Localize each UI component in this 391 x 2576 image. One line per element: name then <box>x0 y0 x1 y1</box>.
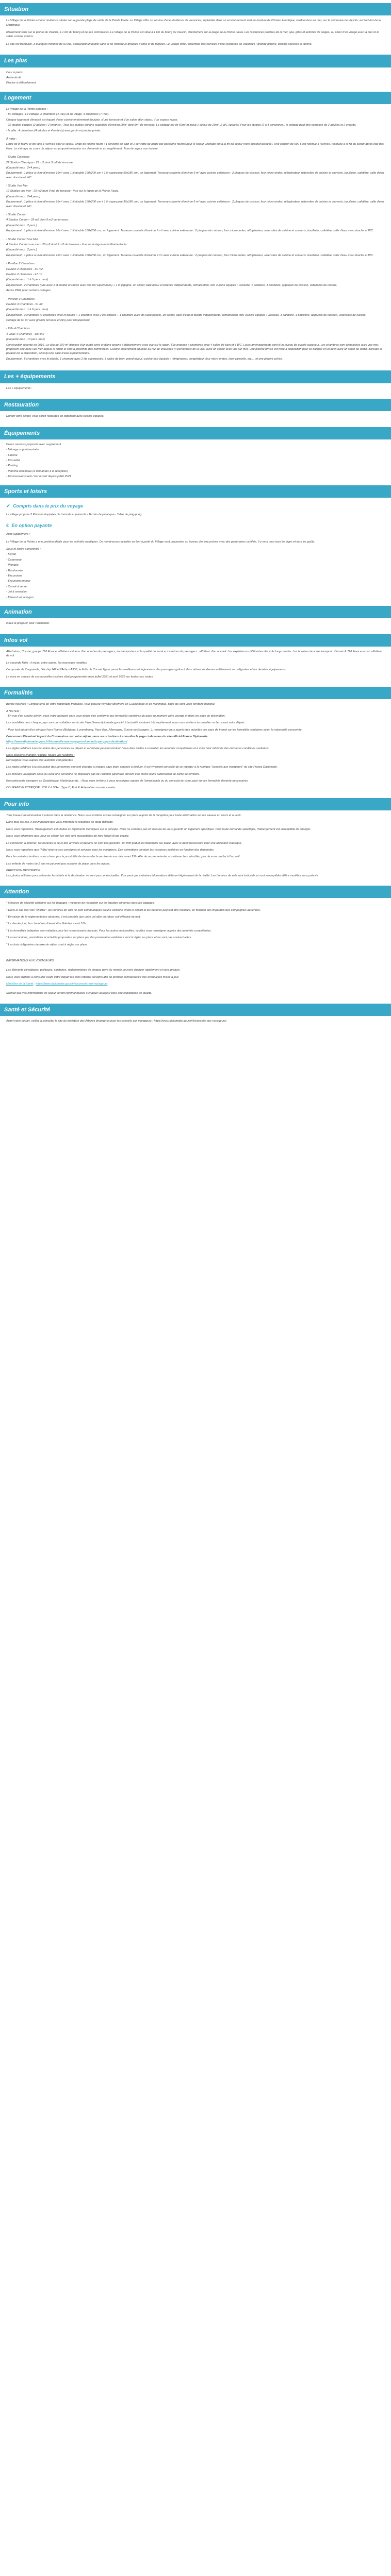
unit-line: Équipement : 2 chambres (une avec 1 lit double et l'autre avec des lits superposés) + 1 lit gigogne, un séjour salle d'eau et toilettes indépendants, climatisation, wifi, cuisine équipée : vaisselle, 1 cafetière, 1 bouilloire, appareils de cuisson, ustensiles de cuisine. <box>6 283 337 287</box>
unit-line: Équipement : 1 pièce à vivre d'environ 16m² avec 1 lit double 160x200 cm ; un logement. Terrasse couverte d'environ 9 m² avec cuisine extérieure : 2 plaques de cuisson, four micro-ondes, réfrigérateur, ustensiles de cuisine et couverts, bouilloire, cafetière, salle d'eau avec douche et WC. <box>6 253 374 257</box>
animation-text: Il faut la préparer pour l'animation. <box>6 622 50 625</box>
unit-line: (Capacité max : 2+4 pers.) <box>6 195 41 198</box>
sports-option-item: - Excursion en mer <box>6 580 30 583</box>
unit-line: Équipement : 5 chambres avec lit double, 1 chambre avec 2 lits superposés, 3 salles de bain, grand séjour, cuisine tout équipée : réfrigérateur, congélateur, four micro-ondes, lave-vaisselle, etc..., et une piscine privée. <box>6 357 283 361</box>
unit-line: (Capacité max : 1 à 5 pers. max) <box>6 278 48 282</box>
section-header-plus: Les plus <box>0 55 391 67</box>
section-header-equipements: Les + équipements <box>0 370 391 383</box>
logement-note-text: Linge de lit fourni et lits faits à l'arrivée pour le séjour. Linge de toilette fourni : 1 serviette de bain et 1 serviette de plage par personne fournis pour le séjour. Ménage fait à la fin du séjour (hors cuisine/vaisselle). Une caution de 500 € est retenue à l'arrivée, restituée à la fin du séjour après état des lieux. Le ménage au cours du séjour est proposé en option sur demande et en supplément. Taxe de séjour non incluse. <box>6 143 384 150</box>
logement-intro-line: - 80 cottages : Le cottage, 2 chambres (4 Pax) et au village, 3 chambres (7 Pax). <box>6 113 109 116</box>
section-header-sports: Sports et loisirs <box>0 485 391 498</box>
sports-gratuit-header <box>6 503 385 510</box>
sports-option-item: - Catamaran <box>6 558 23 562</box>
infos-content <box>0 650 391 684</box>
sports-content <box>0 503 391 603</box>
diplomatie-link[interactable]: https://www.diplomatie.gouv.fr/fr/conseils-aux-voyageurs/conseils-par-pays-destination/ <box>6 740 127 743</box>
unit-studio-confort-vue-mer <box>6 238 385 258</box>
infos-paragraph: La seconde flotte : il inclut, entre autres, les nouveaux modèles. <box>6 661 88 665</box>
pour-info-paragraph: Nous vous rappelons que l'hôtel réserve ces consignes et services pour les voyageurs. Des animations pendant les vacances scolaires en fonction des demandes. <box>6 848 215 852</box>
informations-content <box>0 959 391 1001</box>
unit-villa-4-chambres <box>6 327 385 361</box>
pour-info-paragraph: PRECISION DESCRIPTIF : <box>6 869 42 873</box>
equipements-content <box>0 386 391 396</box>
informations-link[interactable]: https://www.diplomatie.gouv.fr/fr/conseils-aux-voyageurs <box>36 982 108 986</box>
unit-studio-confort <box>6 213 385 233</box>
unit-name: - Pavillon 3 Chambres <box>6 297 35 301</box>
sports-option-item: - Jet à sensation <box>6 590 28 594</box>
unit-line: Pavillon 3 Chambres - 51 m² <box>6 302 43 306</box>
plus-content <box>0 71 391 89</box>
plus-item: Authenticité <box>6 76 22 79</box>
pour-info-paragraph: Les photos utilisées pour présenter les hôtels et la destination ne sont pas contractuelles. Il se peut que certaines informations diffèrent légèrement de la réalité. Les horaires de vols sont indicatifs et sont susceptibles d'être modifiés sans préavis. <box>6 874 319 877</box>
unit-name: - Studio Confort <box>6 213 27 217</box>
equipements-services-content <box>0 443 391 482</box>
informations-footer: Sachez que vos informations de séjour seront communiquées à chaque voyageur pour une exploitation de qualité. <box>6 992 152 995</box>
sports-option-item: - Randonnée <box>6 569 23 572</box>
attention-paragraph: * Les formalités indiquées sont valables pour les ressortissants français. Pour les autres nationalités, veuillez vous renseigner auprès des autorités compétentes. <box>6 929 211 933</box>
restauration-text: Durant votre séjour, vous serez hébergés en logement avec cuisine équipée. <box>6 415 104 418</box>
sante-link-label[interactable]: Ministère de la Santé <box>6 982 34 986</box>
unit-line: 4 Studios Confort vue mer - 29 m2 dont 9 m2 de terrasse - Vue sur le lagon de la Pointe Faula. <box>6 243 127 246</box>
formalites-link[interactable] <box>6 740 385 744</box>
plus-item: Cour à pieds <box>6 71 23 74</box>
section-header-formalites: Formalités <box>0 687 391 699</box>
formalites-paragraph: - En vue d'un arrivée aérien, vous votre aéroport vous vous devez être conforme aux formalités sanitaires du pays au moment votre voyage et dans les pays de destination. <box>6 715 226 718</box>
logement-intro-line: Le Village de la Pointe propose : <box>6 108 48 111</box>
logement-intro-line: Chaque logement climatisé est équipé d'une cuisine entièrement équipée, d'une terrasse et d'un salon, d'un séjour, d'un espace repas. <box>6 118 178 122</box>
section-header-animation: Animation <box>0 606 391 618</box>
equipement-item: - Plancha électrique (à demander à la réception) <box>6 469 68 473</box>
logement-note-label: À noter : <box>6 137 18 141</box>
unit-studio-vue-mer <box>6 184 385 209</box>
check-icon: ✔ <box>6 503 10 509</box>
equipement-item: - Laverie <box>6 453 18 457</box>
formalites-paragraph: Les modalités pour chaque pays sont consultables sur le site https://www.diplomatie.gouv.fr/. L'actualité évoluant très rapidement, nous vous invitons à consulter ce lien avant votre départ. <box>6 721 246 725</box>
situation-paragraph: Idéalement situé sur la pointe du Vauclin, à 1 km du bourg et de ses commerces, Le Village de la Pointe est situé à 1 km du bourg du Vauclin, directement sur la plage de la Pointe Faula. Les résidences proches de la mer, spa, gîtes et activités de plages, au cœur d'un village avec la mer et le sable comme voisins. <box>6 31 379 39</box>
unit-name: - Studio Classique <box>6 156 30 159</box>
pour-info-paragraph: Nous vous informons que, pour ce séjour, les vols sont susceptibles de faire l'objet d'une escale. <box>6 835 129 838</box>
page <box>0 0 391 1029</box>
unit-name: - Villa 4 Chambres <box>6 327 30 331</box>
formalites-paragraph: Concernant l'éventuel impact du Coronavirus sur votre séjour, nous vous invitons à consulter la page ci-dessous du site officiel France Diplomatie <box>6 735 208 739</box>
section-header-equipements-services: Équipements <box>0 427 391 439</box>
unit-line: Équipement : 1 pièce à vivre d'environ 16m² avec 1 lit double 160x200 cm + 1 lit superposé 90x180 cm ; un logement. Terrasse couverte d'environ 9 m² avec cuisine extérieure : 2 plaques de cuisson, four micro-ondes, réfrigérateur, ustensiles de cuisine et couverts, bouilloire, cafetière, salle d'eau avec douche et WC. <box>6 200 384 208</box>
infos-paragraph: Composée de 7 appareils, l'Airship 747 et l'Airbus A330, la flotte de Corsair figure parmi les meilleures et la jeunesse des passagers grâce à des cabines modernes entièrement reconfigurées et les derniers équipements. <box>6 668 287 672</box>
situation-paragraph: Le site est tranquille, à quelques minutes de la ville, accueillant un public varié et de nombreux groupes d'amis et de familles. Le Village offre l'ensemble des services d'une résidence de vacances : grande piscine, parking sécurisé et laverie. <box>6 42 313 46</box>
unit-name: - Pavillon 2 Chambres <box>6 262 35 266</box>
equipements-text: Les + équipements : <box>6 386 32 390</box>
unit-line: Pavillon 2 chambres - 60 m2 <box>6 267 43 271</box>
sports-option-item: - Kitesurf sur le lagon <box>6 596 34 599</box>
unit-line: 22 Studios Classique - 29 m2 dont 9 m2 de terrasse. <box>6 161 74 164</box>
section-header-situation: Situation <box>0 3 391 15</box>
attention-paragraph: * Mesures de sécurité aérienne sur les bagages : mesures de restriction sur les liquides contenus dans les bagages. <box>6 902 155 905</box>
unit-line: Cottage de 60 m² avec grande terrasse et lit(s) pour l'équipement. <box>6 319 91 323</box>
unit-studio-classique <box>6 155 385 180</box>
formalites-paragraph: Les règles relatives à la circulation des personnes peuvent changer à chaque pays étant amenés à évoluer. Il est vivement conseillé de se reporter à la rubrique "conseils aux voyageurs" du site France Diplomatie. <box>6 766 278 769</box>
logement-note <box>6 137 385 151</box>
unit-line: Équipement : 1 pièce à vivre d'environ 16m² avec 1 lit double 160x200 cm ; un logement. Terrasse couverte d'environ 9 m² avec cuisine extérieure : 2 plaques de cuisson, four micro-ondes, réfrigérateur, ustensiles de cuisine et couverts, bouilloire, cafetière, salle d'eau avec douche et WC. <box>6 229 374 233</box>
sports-option-item: - Excursions <box>6 574 22 578</box>
unit-line: Équipement : 3 chambres (2 chambres avec lit double + 1 chambre avec 2 lits simples + 1 chambre avec lits superposés), un séjour, salle d'eau et toilette indépendants, climatisation, wifi, cuisine équipée : vaisselle, 1 cafetière, 1 bouilloire, appareils de cuisson, ustensiles de cuisine. <box>6 313 367 317</box>
sports-option-item: - Canoë à vente <box>6 585 27 588</box>
section-header-attention: Attention <box>0 886 391 898</box>
sports-option-text: Le Village de la Pointe a une position idéale pour les activités nautiques. De nombreuses activités se font à partir du Village sont proposées au bureau des excursions avec des partenaires certifiés. Il y en a pour tous les âges et tous les goûts. <box>6 540 315 544</box>
unit-line: 12 Studios vue mer - 29 m2 dont 9 m2 de terrasse - Vue sur le lagon de la Pointe Faula. <box>6 190 119 193</box>
unit-line: Équipement : 1 pièce à vivre d'environ 16m² avec 1 lit double 160x200 cm + 1 lit superposé 90x180 cm ; un logement. Terrasse couverte d'environ 9 m² avec cuisine extérieure : 2 plaques de cuisson, four micro-ondes, réfrigérateur, ustensiles de cuisine et couverts, bouilloire, cafetière, salle d'eau avec douche et WC. <box>6 172 384 179</box>
equipement-item: - Kits bébé <box>6 459 20 463</box>
formalites-paragraph: A NOTER : <box>6 709 21 713</box>
logement-intro <box>6 107 385 133</box>
unit-name: - Studio Confort Vue Mer <box>6 238 38 241</box>
attention-paragraph: * Les excursions, prestations et activités proposées sur place par des prestataires extérieurs sont à régler sur place et ne sont pas contractuelles. <box>6 936 192 940</box>
pour-info-paragraph: Dans tous les cas, il est important que vous informiez la réception de toute difficulté. <box>6 821 114 824</box>
equipements-intro: Divers services proposés avec supplément : <box>6 443 63 446</box>
unit-pavillon-2-chambres <box>6 262 385 293</box>
formalites-paragraph: Les mineurs voyageant seuls ou avec une personne ne disposant pas de l'autorité parentale doivent être munis d'une autorisation de sortie de territoire. <box>6 772 200 776</box>
unit-line: Construction récente en 2016. La villa de 100 m² dispose d'un jardin privé et d'une piscine à débordement avec vue sur le lagon. Elle propose 4 chambres avec 4 salles de bain et 4 WC. Leurs aménagements sont d'un niveau de qualité supérieur. Les chambres sont climatisées avec vue mer, proposent une belle vue mer depuis le jardin et sont à proximité des commerces. Cuisine entièrement équipée au rez-de-chaussée (4 personnes) de la villa, avec un séjour avec vue sur mer. Une piscine privée est mise à disposition pour se baigner et un deck avec un salon de jardin, transats et parasol est à disposition, ainsi qu'une salle d'eau supplémentaire. <box>6 343 382 355</box>
attention-paragraph: * Les frais obligatoires de taxe de séjour sont à régler sur place. <box>6 943 88 946</box>
section-header-infos-vol: Infos vol <box>0 634 391 647</box>
attention-paragraph: * Dans le cas des vols "charter", les horaires de vols ne sont communiqués qu'une semaine avant le départ et les horaires peuvent être modifiés, en fonction des impératifs des compagnies aériennes. <box>6 908 261 912</box>
unit-name: - Studio Vue Mer <box>6 184 28 188</box>
formalites-paragraph: Renseignez-vous auprès des autorités compétentes. <box>6 758 74 762</box>
attention-content <box>0 901 391 952</box>
informations-links: Ministère de la Santé : https://www.diplomatie.gouv.fr/fr/conseils-aux-voyageurs <box>6 982 108 986</box>
sports-gratuit-item: Le village propose 2 Piscines équipées de transats et parasols - Terrain de pétanque - Table de ping-pong <box>6 513 142 517</box>
unit-line: 4 Villas 4 Chambres - 100 m2 <box>6 332 44 336</box>
equipement-item: - Parking <box>6 464 18 468</box>
section-header-sante: Santé et Sécurité <box>0 1004 391 1016</box>
sports-option-list <box>6 547 385 600</box>
sports-gratuit-header-label: Compris dans le prix du voyage <box>13 503 84 509</box>
pour-info-paragraph: Les enfants de moins de 2 ans ne peuvent pas occuper de place dans les avions. <box>6 862 110 866</box>
informations-title: INFORMATIONS AUX VOYAGEURS <box>6 959 54 962</box>
infos-paragraph: Aller/retour, Corsair, groupe TUI France, affréteur est tenu d'un nombre de passagers, au transporteur et la qualité du service, Le retour de passagers : affréteur d'un accueil. Les expériences différentes des vols long courrier. Les horaires de votre transport : Corsair & TUI France est un affréteur de vol. <box>6 650 382 658</box>
formalites-paragraph: Les règles relatives à la circulation des personnes au départ et à l'arrivée peuvent évoluer. Vous êtes invités à consulter les autorités compétentes et à vous tenir informés des dernières conditions sanitaires. <box>6 747 270 750</box>
sports-option-header-label: En option payante <box>11 522 52 528</box>
situation-paragraph: Le Village de la Pointe est une résidence située sur la grande plage de sable de la Pointe Faula. Le Village offre un service d'une résidence de vacances, implantée dans un environnement vert en bordure de l'Océan Atlantique, verdoie face en mer, sur la commune du Vauclin, au Sud-Est de la Martinique. <box>6 19 381 27</box>
pour-info-paragraph: La connexion à Internet, les horaires et lieux des arrivées et départs ne sont pas garantis : un Wifi gratuit est disponible sur place, avec le débit nécessaire pour une utilisation classique. <box>6 841 242 845</box>
formalites-paragraph: Bonne nouvelle : Compte tenu de votre nationalité française, vous pouvez voyager librement en Guadeloupe et en Martinique, pays qui sont votre territoire national. <box>6 703 216 706</box>
formalites-paragraph: COURANT ÉLECTRIQUE : 230 V à 50Hz. Type C, E et F. Adaptateur non nécessaire. <box>6 786 116 790</box>
logement-intro-line: - 22 studios équipés (2 adultes / 2 enfants) : Tous les studios ont une superficie d'environ 29m² dont 9m² de terrasse. Le cottage est de 60m² et inclut 1 séjour de 20m², 2 WC séparés. Pour les studios (2 à 4 personnes), le cottage peut être composé de 2 adultes et 2 enfants. <box>6 124 356 127</box>
unit-pavillon-3-chambres <box>6 297 385 323</box>
formalites-paragraph: Nous pouvons changer l'équipe, toutes vos relations : <box>6 754 75 757</box>
restauration-content <box>0 414 391 423</box>
sante-text: Avant votre départ, veillez à consulter le site du ministère des Affaires étrangères pour les conseils aux voyageurs : https://www.diplomatie.gouv.fr/fr/conseils-aux-voyageurs/ <box>6 1020 227 1023</box>
unit-line: (Capacité max : 10 pers. max) <box>6 338 45 342</box>
pour-info-paragraph: Tous travaux de rénovation à prévoir dans la résidence. Nous vous invitons à vous renseigner sur place auprès de la réception pour toute information sur les travaux en cours et à venir. <box>6 814 242 817</box>
animation-content <box>0 621 391 631</box>
section-header-logement: Logement <box>0 92 391 104</box>
pour-info-paragraph: Pour les arrivées tardives, vous n'avez pas la possibilité de demander la remise de vos clés avant 23h. Afin de ne pas retarder vos démarches, n'oubliez pas de vous rendre à l'accueil. <box>6 855 240 859</box>
formalites-paragraph: Ressortissants étrangers en Guadeloupe, Martinique etc. : Nous vous invitons à vous renseigner auprès de l'ambassade ou du consulat de votre pays sur les formalités d'entrée nécessaires. <box>6 779 249 783</box>
unit-line: 4 Studios Confort - 29 m2 dont 9 m2 de terrasse. <box>6 218 69 222</box>
pour-info-content <box>0 814 391 883</box>
unit-line: (Capacité max : 1 à 6 pers. max) <box>6 308 48 312</box>
infos-paragraph: La mise en service de ces nouvelles cabines était programmée entre juillet 2021 et avril 2022 sur toutes ses routes. <box>6 675 154 679</box>
attention-paragraph: * Le dernier jour, les chambres doivent être libérées avant 10h. <box>6 922 87 926</box>
unit-line: Pavillon 2 chambres - 47 m² <box>6 273 42 276</box>
informations-paragraph: Nous vous invitons à consulter avant votre départ les sites Internet suivants afin de prendre connaissance des éventuelles mises à jour. <box>6 975 180 979</box>
pour-info-paragraph: Nous vous rappelons, l'hébergement est réalisé en logements identiques sur le principe. Nous ne sommes pas en mesure de vous garantir un logement spécifique. Pour toute demande spécifique, l'hébergement est susceptible de changer. <box>6 827 311 831</box>
equipement-item: - Un nouveau snack / bar ouvert depuis juillet 2021 <box>6 475 71 479</box>
unit-line: (Capacité max : 2+4 pers.) <box>6 166 41 170</box>
attention-paragraph: * En raison de la réglementation aérienne, il est possible que votre vol aller ou retour soit effectué de nuit. <box>6 915 141 919</box>
unit-line: Accès PMR pour certains cottages. <box>6 289 52 293</box>
sports-option-header <box>6 522 385 530</box>
euro-icon: € <box>6 522 9 528</box>
plus-item: Piscine à débordement <box>6 81 36 85</box>
equipement-item: - Ménage supplémentaire <box>6 448 39 452</box>
sports-option-item: - Plongée <box>6 564 19 567</box>
informations-paragraph: Les éléments climatiques, politiques, sanitaires, réglementaires de chaque pays du monde peuvent changer rapidement et sans préavis. <box>6 969 181 972</box>
unit-line: (Capacité max : 2 pers.) <box>6 248 37 252</box>
logement-intro-line: - le villa : 4 chambres (4 adultes et 4 enfants) avec jardin et piscine privée. <box>6 129 101 132</box>
sports-option-intro: Avec supplément : <box>6 533 30 536</box>
situation-content <box>0 19 391 52</box>
unit-line: (Capacité max : 2 pers.) <box>6 224 37 227</box>
formalites-paragraph: - Pour tout départ d'un aéroport hors France (Belgique, Luxembourg, Pays-Bas, Allemagne, Suisse ou Espagne...), renseignez-vous auprès des autorités des pays de transit sur les formalités sanitaires selon la nationalité concernée. <box>6 728 303 732</box>
section-header-pour-info: Pour info <box>0 798 391 810</box>
section-header-restauration: Restauration <box>0 399 391 411</box>
sante-content <box>0 1019 391 1028</box>
sports-option-sub: Sous et loisirs à proximité : <box>6 548 41 551</box>
sports-option-item: - Kayak <box>6 553 16 556</box>
formalites-content <box>0 702 391 794</box>
logement-content <box>0 107 391 367</box>
